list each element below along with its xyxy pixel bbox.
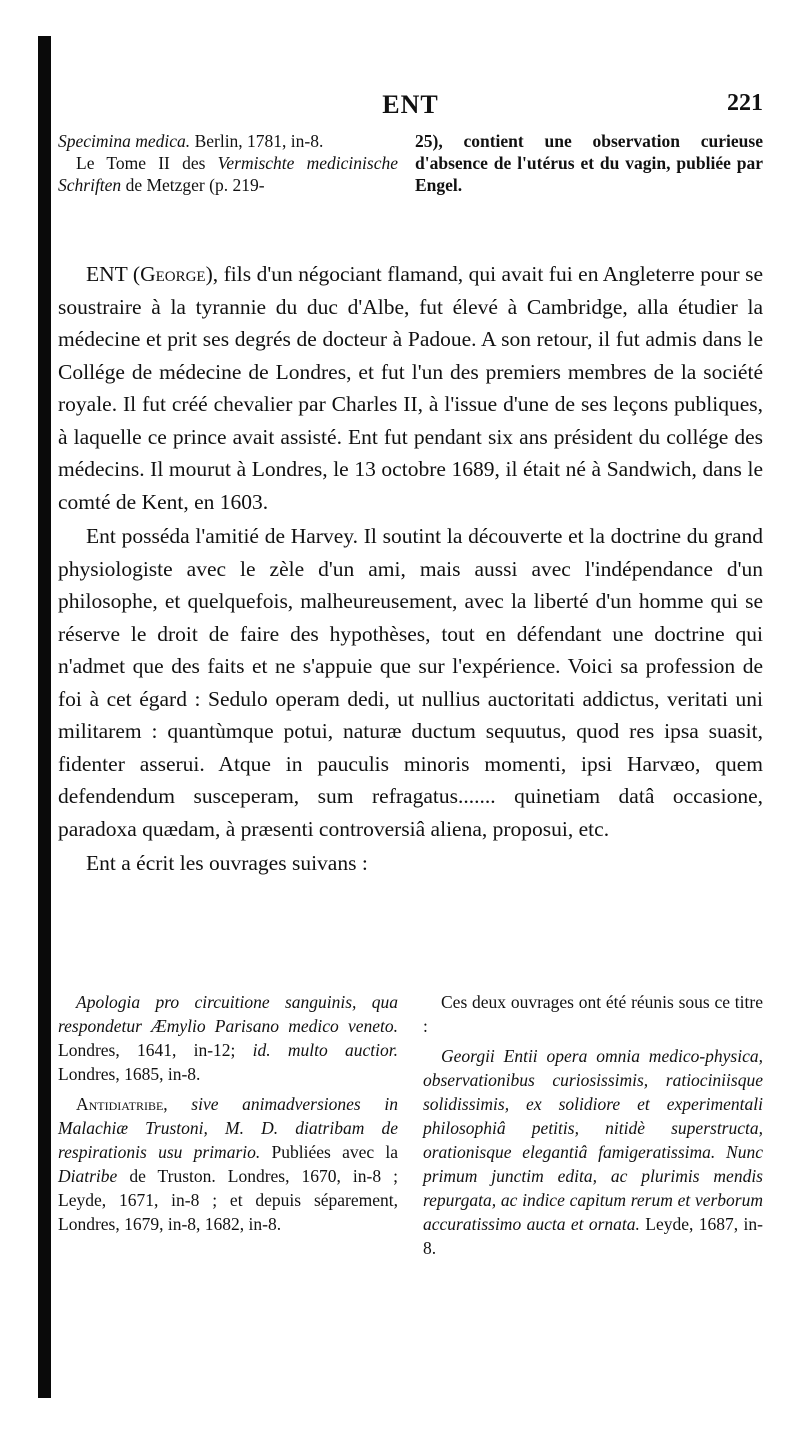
top-right-column [415, 130, 763, 196]
antidiatribe-entry: Antidiatribe, sive animadversiones in Malachiæ Trustoni, M. D. diatribam de respirationis usu primario. Publiées avec la Diatribe de Truston. Londres, 1670, in-8 ; Leyde, 1671, in-8 ; et depuis séparement, Londres, 1679, in-8, 1682, in-8. [58, 1094, 399, 1234]
opera-omnia-entry: Georgii Entii opera omnia medico-physica, observationibus curiosissimis, ratiociniisque solidissimis, ex solidiore et experimentali philosophiâ petitis, nitidè superstructa, orationisque elegantiâ famigeratissima. Nunc primum junctim edita, ac plurimis mendis repurgata, ac indice capitum rerum et verborum accuratissimo aucta et ornata. Leyde, 1687, in-8. [423, 1046, 764, 1258]
engel-observation: 25), contient une observation curieuse d'absence de l'utérus et du vagin, publiée par Engel. [415, 131, 763, 195]
page-number: 221 [727, 90, 763, 116]
top-continuation [58, 130, 763, 196]
page-binding-edge [38, 36, 51, 1398]
metzger-entry: Le Tome II des Vermischte medicinische Schriften de Metzger (p. 219- [58, 153, 398, 195]
entry-headword: ENT [86, 262, 128, 286]
works-right-column [423, 990, 763, 1266]
top-left-column [58, 130, 398, 196]
works-intro: Ent a écrit les ouvrages suivans : [86, 851, 368, 875]
works-list [58, 990, 763, 1266]
entry-forename: (George), [132, 262, 219, 286]
running-head: ENT [382, 90, 439, 119]
biography-paragraph: ENT (George), fils d'un négociant flamand, qui avait fui en Angleterre pour se soustraire à la tyrannie du duc d'Albe, fut élevé à Cambridge, alla étudier la médecine et prit ses degrés de docteur à Padoue. A son retour, il fut admis dans le Collége de médecine de Londres, et fut l'un des premiers membres de la société royale. Il fut créé chevalier par Charles II, à l'issue d'une de ses leçons publiques, à laquelle ce prince avait assisté. Ent fut pendant six ans président du collége des médecins. Il mourut à Londres, le 13 octobre 1689, il était né à Sandwich, dans le comté de Kent, en 1603. [58, 262, 763, 514]
reunion-intro: Ces deux ouvrages ont été réunis sous ce titre : [423, 992, 763, 1036]
apologia-entry: Apologia pro circuitione sanguinis, qua respondetur Æmylio Parisano medico veneto. Londres, 1641, in-12; id. multo auctior. Londres, 1685, in-8. [58, 992, 398, 1084]
works-left-column [58, 990, 398, 1266]
main-article [58, 258, 763, 880]
harvey-paragraph: Ent posséda l'amitié de Harvey. Il soutint la découverte et la doctrine du grand physiologiste avec le zèle d'un ami, mais aussi avec l'indépendance d'un philosophe, et quelquefois, malheureusement, avec la liberté d'un homme qui se réserve le droit de faire des hypothèses, tout en défendant une doctrine qui n'admet que des faits et ne s'appuie que sur l'expérience. Voici sa profession de foi à cet égard : Sedulo operam dedi, ut nullius auctoritati addictus, veritati uni militarem : quantùmque potui, naturæ ductum sequutus, quod res ipsa suasit, fidenter asserui. Atque in pauculis minoris momenti, ipsi Harvæo, quem defendendum susceperam, sum refragatus....... quinetiam datâ occasione, paradoxa quædam, à præsenti controversiâ aliena, proposui, etc. [58, 524, 763, 841]
specimina-entry: Specimina medica. Berlin, 1781, in-8. [58, 131, 324, 151]
page-header [58, 90, 763, 124]
